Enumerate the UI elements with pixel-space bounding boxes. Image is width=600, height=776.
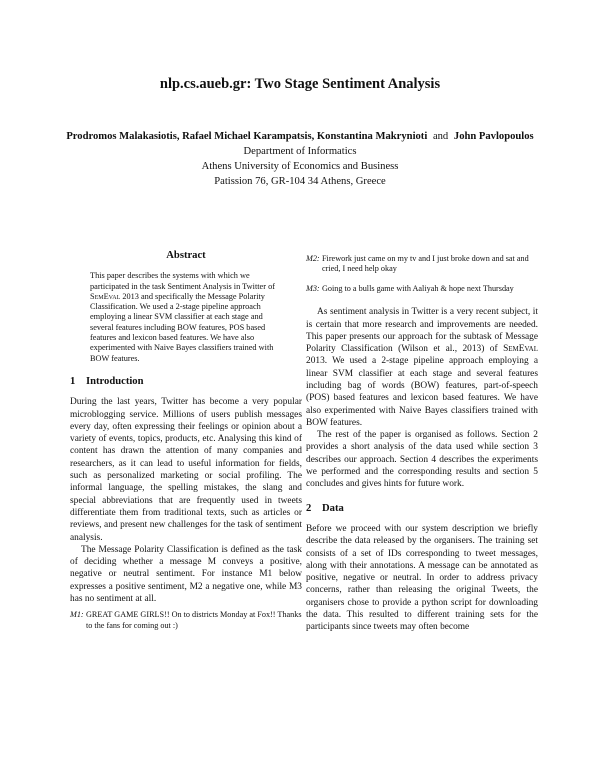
example-text: Firework just came on my tv and I just broke down and sat and cried, I need help okay — [322, 254, 529, 274]
example-message — [306, 254, 538, 275]
section-number: 2 — [306, 502, 312, 514]
author-list: Prodromos Malakasiotis, Rafael Michael Karampatsis, Konstantina Makrynioti — [66, 131, 428, 142]
paragraph — [306, 306, 538, 429]
paragraph-part: As sentiment analysis in Twitter is a very recent subject, it is certain that more research and improvements are needed. This paper presents our approach for the subtask of Message Polarity Classification (Wilson et al., 2013) of — [306, 307, 538, 355]
affiliation-line: Department of Informatics — [243, 146, 357, 157]
section-number: 1 — [70, 375, 76, 387]
author-block — [0, 129, 600, 189]
author-last: John Pavlopoulos — [453, 131, 534, 142]
paragraph: During the last years, Twitter has become a very popular microblogging service. Millions of users publish messages every day, often expressing their feelings or opinion about a variety of events, topics, products, etc. Analysing this kind of content has drawn the attention of many companies and researchers, as it can lead to useful information for fields, such as personalized marketing or social profiling. The informal language, the spelling mistakes, the slang and special abbreviations that are frequently used in tweets differentiate them from traditional texts, such as articles or reviews, and present new challenges for the task of sentiment analysis. — [70, 397, 302, 543]
example-label: M3: — [306, 283, 320, 293]
section-heading — [306, 503, 538, 515]
semeval-name: SemEval — [90, 291, 121, 301]
author-conjunction: and — [432, 131, 449, 142]
paragraph: The Message Polarity Classification is defined as the task of deciding whether a message M conveys a positive, negative or neutral sentiment. For instance M1 below expresses a positive sentiment, M2 a negative one, while M3 has no sentiment at all. — [70, 544, 302, 605]
paragraph: Before we proceed with our system description we briefly describe the data released by the organisers. The training set consists of a set of IDs corresponding to tweet messages, along with their annotations. A message can be annotated as positive, negative or neutral. In order to address privacy concerns, rather than releasing the original Tweets, the organisers chose to provide a python script for downloading the data. This resulted to different training sets for the participants since tweets may often become — [306, 523, 538, 633]
paragraph-part: 2013. We used a 2-stage pipeline approach employing a linear SVM classifier at each stage and several features including bag of words (BOW) features, part-of-speech (POS) based features and lexicon based features. We have also experimented with Naive Bayes classifiers trained with BOW features. — [306, 356, 538, 428]
author-names — [0, 129, 600, 144]
abstract-text-part: 2013 and specifically the Message Polarity Classification. We used a 2-stage pipeline approach employing a linear SVM classifier at each stage and several features including BOW features, POS based features and lexicon based features. We have also experimented with Naive Bayes classifiers trained with BOW features. — [90, 291, 274, 363]
section-heading — [70, 376, 302, 388]
left-column — [70, 250, 302, 636]
abstract-heading: Abstract — [166, 250, 206, 261]
example-text: GREAT GAME GIRLS!! On to districts Monday at Fox!! Thanks to the fans for coming out :) — [86, 610, 302, 630]
paper-title: nlp.cs.aueb.gr: Two Stage Sentiment Analysis — [159, 76, 441, 92]
paragraph: The rest of the paper is organised as follows. Section 2 provides a short analysis of the data used while section 3 describes our approach. Section 4 describes the experiments we performed and the corresponding results and section 5 concludes and gives hints for future work. — [306, 430, 538, 490]
right-column — [306, 250, 538, 634]
semeval-name: SemEval — [503, 344, 538, 355]
abstract-text — [90, 271, 284, 364]
example-label: M1: — [70, 610, 84, 620]
abstract-text-part: This paper describes the systems with which we participated in the task Sentiment Analysis in Twitter of — [90, 271, 275, 291]
affiliation-line: Athens University of Economics and Business — [201, 161, 399, 172]
example-message — [306, 284, 538, 294]
section-title: Data — [322, 502, 344, 514]
example-text: Going to a bulls game with Aaliyah & hope next Thursday — [322, 283, 514, 293]
example-message — [70, 610, 302, 631]
section-title: Introduction — [86, 375, 144, 387]
example-label: M2: — [306, 254, 320, 263]
affiliation-line: Patission 76, GR-104 34 Athens, Greece — [214, 176, 386, 187]
